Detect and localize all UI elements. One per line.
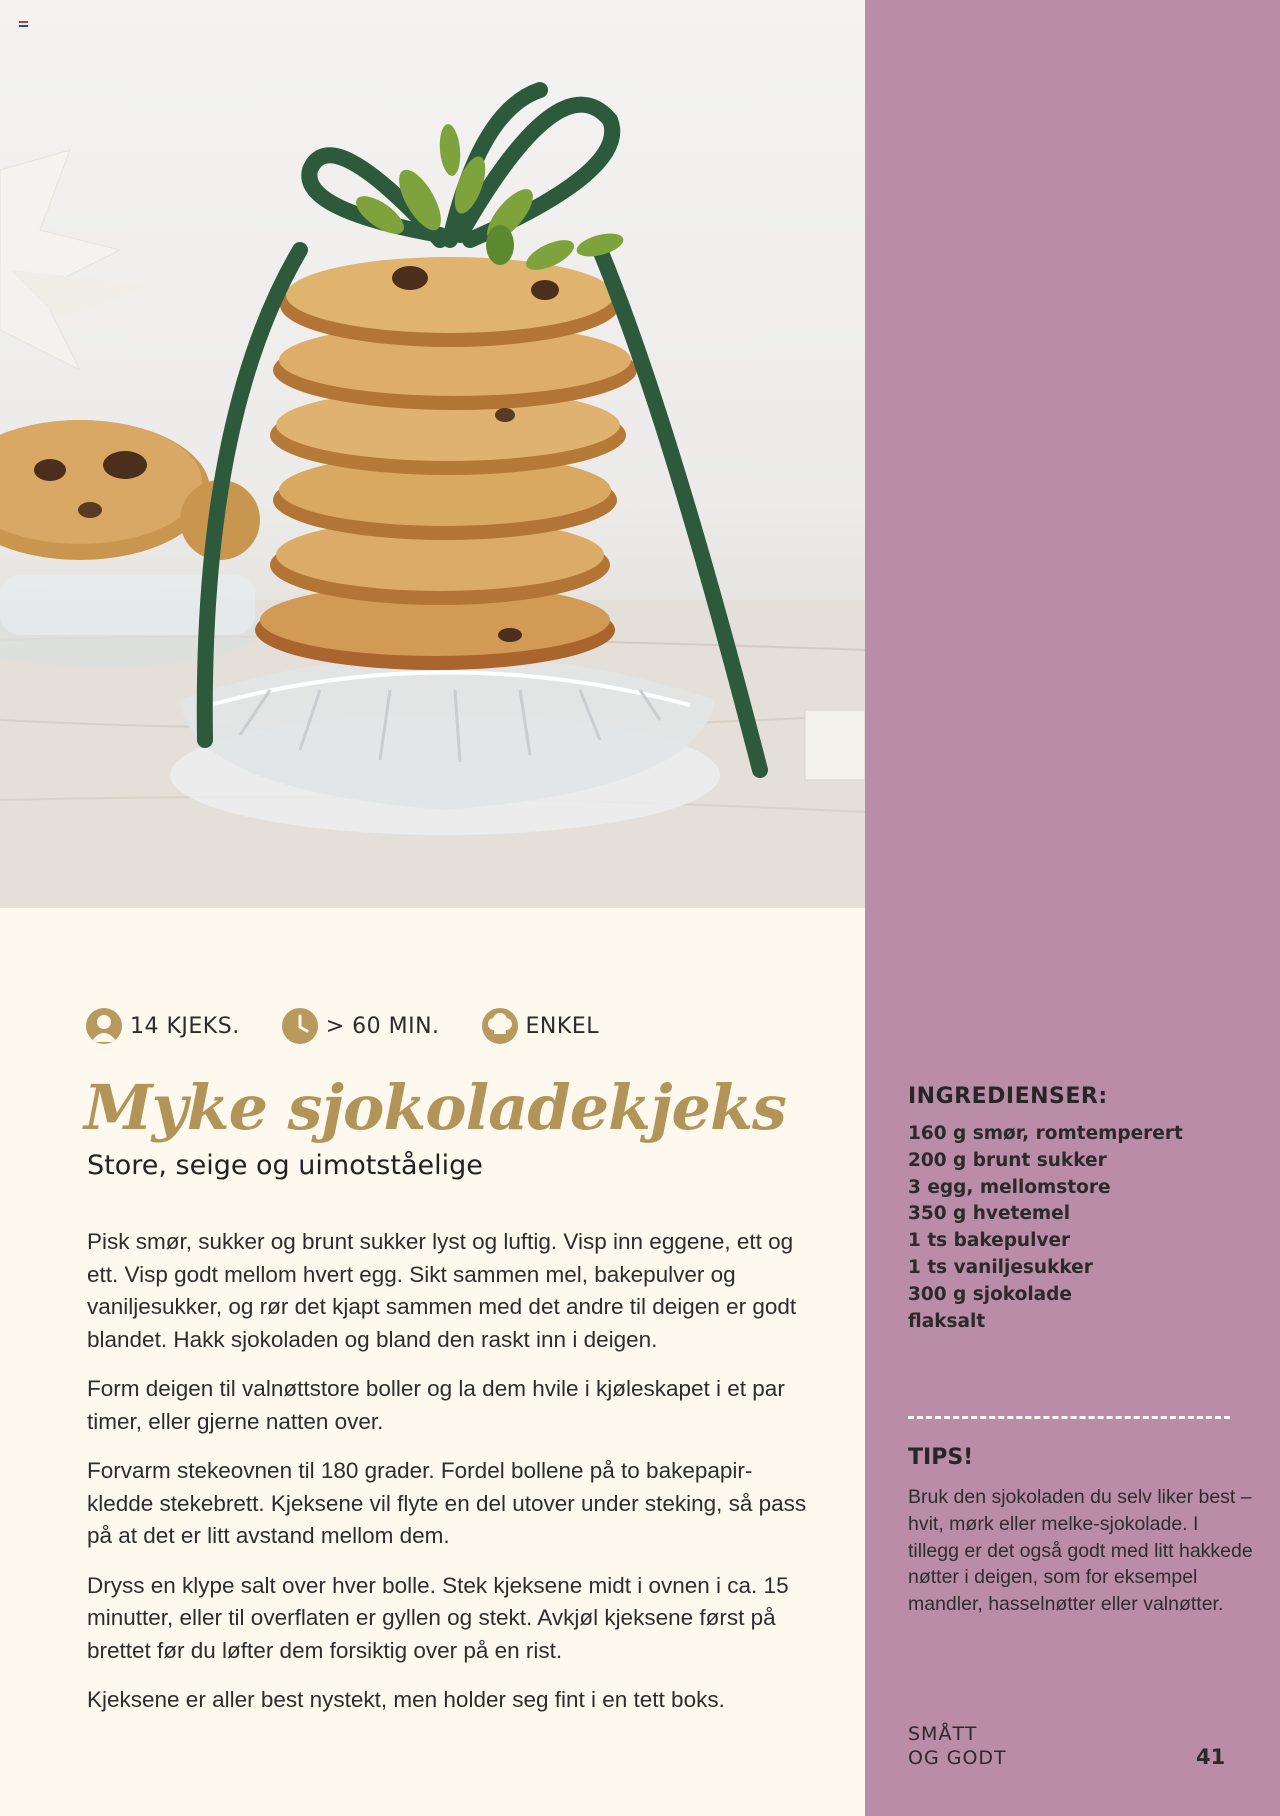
cookie-photo [0,0,865,908]
recipe-method [87,1226,807,1734]
dashed-divider [908,1416,1230,1419]
ingredients-list [908,1121,1183,1335]
method-step: Dryss en klype salt over hver bolle. Stek kjeksene midt i ovnen i ca. 15 minutter, eller til overflaten er gyllen og stekt. Avkjøl kjeksene først på brettet før du løfter dem forsiktig over på en rist. [87,1572,789,1663]
tips-text: Bruk den sjokoladen du selv liker best – hvit, mørk eller melke-sjokolade. I tillegg er det også godt med litt hakkede nøtter i deigen, som for eksempel mandler, hasselnøtter eller valnøtter. [908,1486,1253,1616]
servings-text: 14 KJEKS. [130,1013,240,1039]
servings-meta [86,1008,240,1044]
person-icon [86,1008,122,1044]
time-meta [282,1008,440,1044]
method-step: Form deigen til valnøttstore boller og la dem hvile i kjøleskapet i et par timer, eller gjerne natten over. [87,1376,785,1434]
method-step: Kjeksene er aller best nystekt, men holder seg fint i en tett boks. [87,1687,725,1712]
recipe-meta-row [86,1006,599,1046]
ingredient-item: 350 g hvetemel [908,1203,1071,1225]
ingredient-item: 160 g smør, romtemperert [908,1123,1183,1144]
method-step: Pisk smør, sukker og brunt sukker lyst og luftig. Visp inn eggene, ett og ett. Visp godt mellom hvert egg. Sikt sammen mel, bakepulver og vaniljesukker, og rør det kjapt sammen med det andre til deigen er godt blandet. Hakk sjokoladen og bland den raskt inn i deigen. [87,1229,797,1352]
brand-line-2: OG GODT [908,1747,1007,1769]
ingredients-heading: INGREDIENSER: [908,1084,1108,1109]
ingredient-item: 200 g brunt sukker [908,1149,1107,1171]
ingredient-item: 1 ts bakepulver [908,1230,1071,1252]
method-step: Forvarm stekeovnen til 180 grader. Fordel bollene på to bakepapir-kledde stekebrett. Kjeksene vil flyte en del utover under steking, så pass på at det er litt avstand mellom dem. [87,1458,807,1548]
cookie-stack-illustration [0,0,865,908]
ingredient-item: 3 egg, mellomstore [908,1176,1111,1198]
difficulty-text: ENKEL [525,1013,599,1039]
page-number: 41 [1196,1745,1226,1769]
chef-hat-icon [482,1008,518,1044]
recipe-subtitle: Store, seige og uimotståelige [87,1150,483,1181]
clock-icon [282,1008,318,1044]
difficulty-meta [482,1008,599,1044]
ingredient-item: flaksalt [908,1310,986,1332]
tips-heading: TIPS! [908,1445,974,1470]
ingredient-item: 1 ts vaniljesukker [908,1256,1093,1278]
language-flag-icon [19,21,28,27]
brand-line-1: SMÅTT [908,1723,978,1745]
magazine-brand [908,1722,1048,1770]
ingredient-item: 300 g sjokolade [908,1283,1072,1305]
time-text: > 60 MIN. [325,1013,440,1039]
recipe-title: Myke sjokoladekjeks [84,1071,786,1144]
